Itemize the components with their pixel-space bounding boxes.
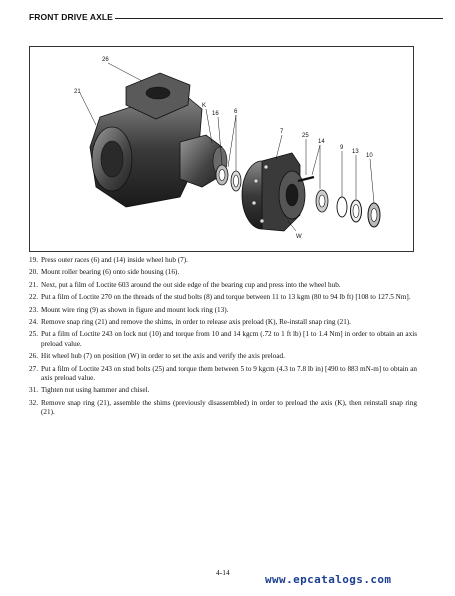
step-text: Mount wire ring (9) as shown in figure and mount lock ring (13). xyxy=(41,305,229,314)
callout-25: 25 xyxy=(302,133,309,139)
lock-nut-10 xyxy=(368,203,380,227)
callout-6: 6 xyxy=(234,109,238,115)
callout-21: 21 xyxy=(74,89,81,95)
header-rule xyxy=(115,18,443,19)
outer-race-6 xyxy=(231,171,241,191)
lock-ring-13 xyxy=(351,200,362,222)
callout-13: 13 xyxy=(352,149,359,155)
step-item xyxy=(29,293,417,302)
procedure-steps xyxy=(29,256,417,421)
step-text: Put a film of Loctite 243 on stud bolts (25) and torque them between 5 to 9 kgcm (4.3 to 7.8 lb in) [490 to 883 mN-m] to obtain an axis preload value. xyxy=(41,364,417,383)
step-item xyxy=(29,281,417,290)
step-text: Put a film of Loctite 270 on the threads of the stud bolts (8) and torque between 11 to 13 kgm (80 to 94 lb ft) [108 to 127.5 Nm]. xyxy=(41,293,411,302)
outer-race-14 xyxy=(316,190,328,212)
step-number: 22. xyxy=(29,293,38,302)
step-number: 23. xyxy=(29,305,38,314)
wire-ring-9 xyxy=(337,197,347,217)
roller-bearing-16 xyxy=(216,165,228,185)
callout-7: 7 xyxy=(280,129,284,135)
step-number: 24. xyxy=(29,318,38,327)
step-text: Next, put a film of Loctite 603 around the out side edge of the bearing cup and press into the wheel hub. xyxy=(41,280,341,289)
step-text: Press outer races (6) and (14) inside wheel hub (7). xyxy=(41,256,188,264)
step-item xyxy=(29,306,417,315)
step-text: Remove snap ring (21), assemble the shims (previously disassembled) in order to preload the axis (K), then reinstall snap ring (21). xyxy=(41,398,417,417)
step-item xyxy=(29,365,417,384)
step-number: 20. xyxy=(29,268,38,277)
step-item xyxy=(29,352,417,361)
step-text: Mount roller bearing (6) onto side housing (16). xyxy=(41,268,180,277)
step-item xyxy=(29,386,417,395)
step-number: 32. xyxy=(29,398,38,407)
step-item xyxy=(29,256,417,265)
callout-26: 26 xyxy=(102,57,109,63)
section-title: FRONT DRIVE AXLE xyxy=(29,12,113,22)
step-item xyxy=(29,330,417,349)
step-text: Hit wheel hub (7) on position (W) in order to set the axis and verify the axis preload. xyxy=(41,352,285,361)
wheel-hub-7 xyxy=(242,153,305,231)
step-text: Remove snap ring (21) and remove the shims, in order to release axis preload (K), Re-install snap ring (21). xyxy=(41,318,351,327)
step-item xyxy=(29,268,417,277)
axle-assembly-illustration xyxy=(30,47,413,251)
callout-9: 9 xyxy=(340,145,344,151)
step-number: 25. xyxy=(29,330,38,339)
step-item xyxy=(29,318,417,327)
callout-14: 14 xyxy=(318,139,325,145)
callout-16: 16 xyxy=(212,111,219,117)
step-text: Tighten nut using hammer and chisel. xyxy=(41,386,150,395)
watermark: www.epcatalogs.com xyxy=(265,573,392,586)
callout-w: W xyxy=(296,234,302,240)
step-number: 31. xyxy=(29,386,38,395)
side-housing xyxy=(90,73,227,207)
callout-10: 10 xyxy=(366,153,373,159)
page-number: 4-14 xyxy=(216,568,230,577)
callout-k: K xyxy=(202,103,207,109)
page-header xyxy=(29,12,429,26)
step-number: 21. xyxy=(29,280,38,289)
step-number: 27. xyxy=(29,364,38,373)
step-text: Put a film of Loctite 243 on lock nut (10) and torque from 10 and 14 kgcm (.72 to 1 ft lb) [1 to 1.4 Nm] in order to obtain an axis preload value. xyxy=(41,330,417,348)
step-item xyxy=(29,399,417,418)
step-number: 26. xyxy=(29,352,38,361)
step-number: 19. xyxy=(29,256,38,264)
exploded-view-figure xyxy=(29,46,414,252)
